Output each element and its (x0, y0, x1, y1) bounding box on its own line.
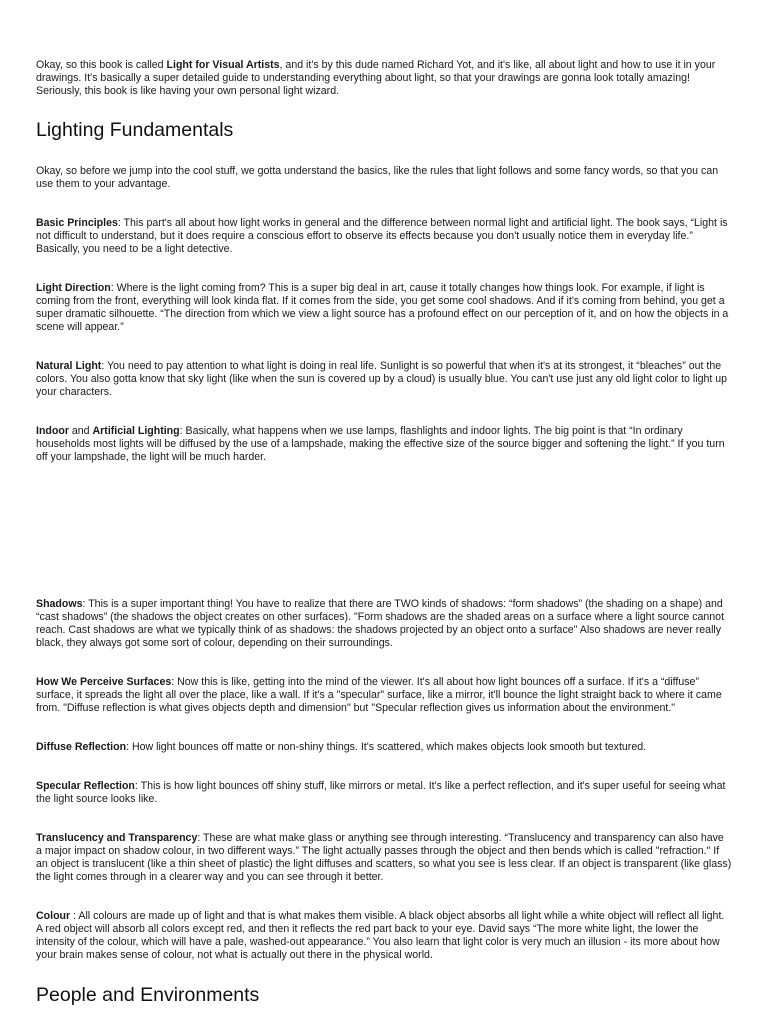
specular-reflection-text: : This is how light bounces off shiny stuff, like mirrors or metal. It's like a perfect reflection, and it's super useful for seeing what the light source looks like. (36, 780, 726, 805)
intro-text-end: , and it's by this dude named Richard Yot, and it's like, all about light and how to use it in your drawings. It's basically a super detailed guide to understanding everything about light, so that your drawings are gonna look totally amazing! Seriously, this book is like having your own personal light wizard. (36, 59, 716, 97)
diffuse-reflection-term: Diffuse Reflection (36, 741, 127, 753)
book-title: Light for Visual Artists (166, 59, 280, 71)
heading-lighting-fundamentals: Lighting Fundamentals (36, 119, 234, 141)
translucency-text: : These are what make glass or anything see through interesting. “Translucency and transparency can also have a major impact on shadow colour, in two different ways.” The light actually passes through the object and then bends which is called "refraction." If an object is translucent (like a thin sheet of plastic) the light diffuses and scatters, so what you see is less clear. If an object is transparent (like glass) the light comes through in a clearer way and you can see through it better. (36, 832, 732, 883)
intro-text-start: Okay, so this book is called (36, 59, 167, 71)
translucency-paragraph (36, 832, 732, 884)
indoor-lighting-paragraph (36, 425, 732, 464)
shadows-paragraph (36, 598, 732, 650)
intro-paragraph (36, 59, 732, 98)
natural-light-term: Natural Light (36, 360, 102, 372)
diffuse-reflection-text: : How light bounces off matte or non-shiny things. It's scattered, which makes objects look smooth but textured. (126, 741, 647, 753)
perceive-surfaces-text: : Now this is like, getting into the mind of the viewer. It's all about how light bounces off a surface. If it's a “diffuse” surface, it spreads the light all over the place, like a wall. If it's a "specular" surface, like a mirror, it'll bounce the light straight back to where it came from. "Diffuse reflection is what gives objects depth and dimension" but "Specular reflection gives us information about the environment." (36, 676, 722, 714)
diffuse-reflection-paragraph (36, 741, 732, 754)
colour-term: Colour (36, 910, 71, 922)
shadows-text: : This is a super important thing! You have to realize that there are TWO kinds of shadows: “form shadows” (the shading on a shape) and “cast shadows” (the shadows the object creates on other surfaces). "Form shadows are the shaded areas on a surface where a light source cannot reach. Cast shadows are what we typically think of as shadows: the shadows projected by an object onto a surface" Also shadows are never really black, they always got some sort of colour, depending on their surroundings. (36, 598, 725, 649)
light-direction-paragraph (36, 282, 732, 334)
perceive-surfaces-paragraph (36, 676, 732, 715)
specular-reflection-term: Specular Reflection (36, 780, 135, 792)
fundamentals-intro-paragraph: Okay, so before we jump into the cool stuff, we gotta understand the basics, like the rules that light follows and some fancy words, so that you can use them to your advantage. (36, 165, 719, 190)
heading-people-environments: People and Environments (36, 984, 260, 1006)
indoor-lighting-text: : Basically, what happens when we use lamps, flashlights and indoor lights. The big point is that “In ordinary households most lights will be diffused by the use of a lampshade, making the effective size of the source bigger and softening the light.” If you turn off your lampshade, the light will be much harder. (36, 425, 725, 463)
basic-principles-text: : This part's all about how light works in general and the difference between normal light and artificial light. The book says, “Light is not difficult to understand, but it does require a conscious effort to observe its effects because you don't usually notice them in everyday life.” Basically, you need to be a light detective. (36, 217, 728, 255)
colour-text: : All colours are made up of light and that is what makes them visible. A black object absorbs all light while a white object will reflect all light. A red object will absorb all colors except red, and then it reflects the red part back to your eye. David says “The more white light, the lower the intensity of the colour, which will have a pale, washed-out appearance.” You also learn that light color is very much an illusion - its more about how your brain makes sense of colour, not what is actually out there in the physical world. (36, 910, 725, 961)
basic-principles-paragraph (36, 217, 732, 256)
shadows-term: Shadows (36, 598, 83, 610)
artificial-lighting-term: Artificial Lighting (92, 425, 180, 437)
basic-principles-term: Basic Principles (36, 217, 118, 229)
natural-light-paragraph (36, 360, 732, 399)
perceive-surfaces-term: How We Perceive Surfaces (36, 676, 172, 688)
translucency-term: Translucency and Transparency (36, 832, 198, 844)
indoor-connector: and (68, 425, 93, 437)
specular-reflection-paragraph (36, 780, 732, 806)
light-direction-text: : Where is the light coming from? This is a super big deal in art, cause it totally changes how things look. For example, if light is coming from the front, everything will look kinda flat. If it comes from the side, you get some cool shadows. And if it's coming from behind, you get a super dramatic silhouette. “The direction from which we view a light source has a profound effect on our perception of it, and on how the objects in a scene will appear.” (36, 282, 729, 333)
natural-light-text: : You need to pay attention to what light is doing in real life. Sunlight is so powerful that when it's at its strongest, it “bleaches” out the colors. You also gotta know that sky light (like when the sun is covered up by a cloud) is usually blue. You can't use just any old light color to light up your characters. (36, 360, 728, 398)
colour-paragraph (36, 910, 732, 962)
indoor-term: Indoor (36, 425, 69, 437)
light-direction-term: Light Direction (36, 282, 111, 294)
